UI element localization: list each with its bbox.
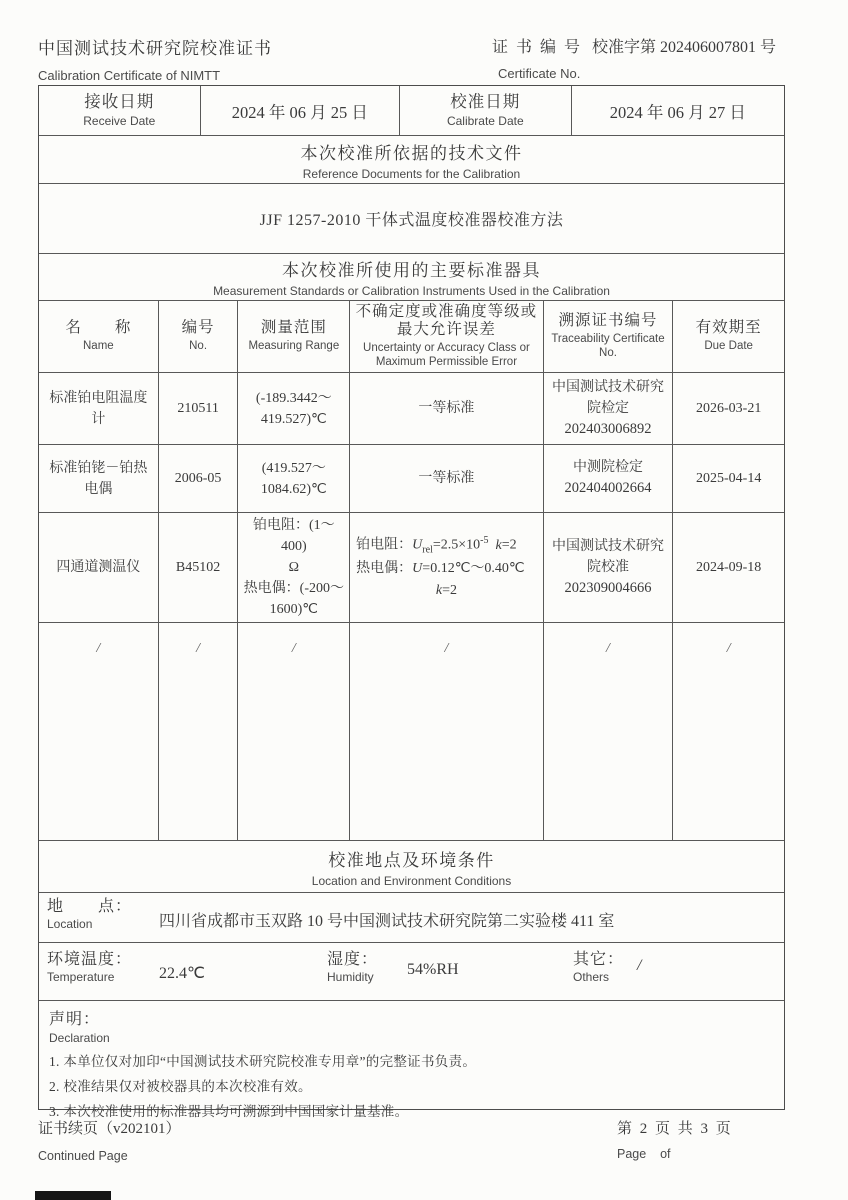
column-header-range	[238, 301, 350, 372]
others-label-en: Others	[573, 970, 610, 985]
standard-traceability	[544, 373, 674, 444]
standard-range	[238, 373, 350, 444]
empty-cell: /	[350, 623, 543, 840]
calibrate-date-label-cell	[400, 86, 572, 135]
range-line: (-189.3442～	[255, 390, 332, 406]
certificate-body	[38, 85, 785, 1119]
humidity-value: 54%RH	[407, 961, 459, 978]
column-due-en: Due Date	[704, 340, 753, 353]
column-traceability-zh: 溯源证书编号	[558, 312, 658, 330]
document-title-block	[38, 34, 272, 83]
location-label	[47, 898, 132, 932]
standard-no: B45102	[159, 513, 239, 622]
uncertainty-symbol: U	[412, 561, 423, 577]
table-row	[39, 445, 784, 513]
range-line: 铂电阻：(1～400)	[252, 518, 335, 554]
standards-header-zh: 本次校准所使用的主要标准器具	[282, 261, 541, 280]
standard-name: 四通道测温仪	[39, 513, 159, 622]
temperature-label	[47, 951, 132, 985]
certificate-number-block	[492, 34, 822, 81]
location-label-en: Location	[47, 917, 93, 932]
standard-traceability	[544, 445, 674, 512]
standard-traceability	[544, 513, 674, 622]
uncertainty-exponent: -5	[480, 535, 489, 547]
traceability-org: 中国测试技术研究院检定	[551, 379, 664, 416]
coverage-factor-symbol: k	[435, 582, 443, 598]
humidity-label-zh: 湿度：	[327, 951, 379, 968]
others-label	[573, 951, 624, 985]
column-uncertainty-zh: 不确定度或准确度等级或最大允许误差	[355, 303, 538, 339]
reference-header-zh: 本次校准所依据的技术文件	[300, 143, 523, 163]
traceability-org: 中国测试技术研究院校准	[551, 538, 664, 575]
column-header-due	[673, 301, 784, 372]
traceability-number: 202404002664	[564, 480, 652, 497]
traceability-org: 中测院检定	[572, 460, 643, 476]
standard-no: 2006-05	[159, 445, 239, 512]
reference-header-en: Reference Documents for the Calibration	[302, 166, 521, 181]
receive-date-value: 2024 年 06 月 25 日	[231, 102, 368, 122]
column-header-name	[39, 301, 159, 372]
column-traceability-en: Traceability Certificate No.	[551, 333, 665, 360]
standard-due-date: 2024-09-18	[695, 560, 762, 575]
receive-date-value-cell	[201, 86, 400, 135]
range-line: (419.527～	[261, 460, 326, 476]
uncertainty-line-2	[356, 558, 524, 580]
uncertainty-subscript: rel	[422, 544, 433, 556]
standards-header-en: Measurement Standards or Calibration Instruments Used in the Calibration	[213, 284, 610, 298]
standard-no: 210511	[159, 373, 239, 444]
temperature-value: 22.4℃	[159, 965, 205, 982]
receive-date-label-en: Receive Date	[83, 113, 156, 128]
document-title-zh: 中国测试技术研究院校准证书	[38, 39, 272, 58]
traceability-number: 202403006892	[564, 420, 652, 437]
uncertainty-prefix: 热电偶：	[356, 561, 413, 577]
humidity-label-en: Humidity	[327, 970, 374, 985]
temperature-label-en: Temperature	[47, 970, 115, 985]
location-row	[39, 893, 784, 943]
certificate-number-label-en: Certificate No.	[498, 66, 581, 81]
column-name-zh: 名 称	[65, 319, 132, 337]
declaration-title-zh: 声明：	[49, 1011, 101, 1028]
dates-row	[39, 86, 784, 136]
others-label-zh: 其它：	[573, 951, 625, 968]
environment-row	[39, 943, 784, 1001]
range-line: 419.527)℃	[260, 411, 327, 427]
column-uncertainty-en: Uncertainty or Accuracy Class or Maximum Permissible Error	[363, 341, 530, 369]
page-number-en: Page of	[617, 1147, 671, 1161]
range-line: 1600)℃	[269, 602, 319, 617]
certificate-number-value: 校准字第 202406007801 号	[592, 39, 777, 56]
location-section-header	[39, 841, 784, 893]
empty-cell: /	[726, 641, 731, 656]
humidity-label	[327, 951, 378, 985]
standard-uncertainty	[350, 513, 543, 622]
coverage-factor-value: =2	[501, 537, 517, 553]
calibrate-date-label-zh: 校准日期	[450, 91, 521, 111]
standards-section-header	[39, 254, 784, 301]
location-value: 四川省成都市玉双路 10 号中国测试技术研究院第二实验楼 411 室	[159, 913, 615, 930]
range-line: 热电偶：(-200～	[243, 581, 344, 596]
footer-left	[38, 1117, 181, 1163]
range-line: Ω	[288, 560, 300, 575]
table-row	[39, 373, 784, 445]
column-no-zh: 编号	[181, 319, 215, 337]
declaration-item-1: 1. 本单位仅对加印“中国测试技术研究院校准专用章”的完整证书负责。	[49, 1054, 477, 1069]
standard-due-date: 2025-04-14	[696, 471, 762, 486]
column-name-en: Name	[83, 340, 114, 353]
table-row	[39, 513, 784, 623]
continued-page-zh: 证书续页（v202101）	[38, 1121, 181, 1137]
table-row-empty	[39, 623, 784, 841]
uncertainty-value: =2.5×10	[432, 537, 481, 553]
uncertainty-line-1	[356, 533, 516, 558]
reference-section-header	[39, 136, 784, 184]
traceability-number: 202309004666	[564, 579, 652, 596]
calibrate-date-label-en: Calibrate Date	[446, 113, 524, 128]
declaration-item-2: 2. 校准结果仅对被校器具的本次校准有效。	[49, 1079, 312, 1094]
standard-range	[238, 513, 350, 622]
reference-document-value: JJF 1257-2010 干体式温度校准器校准方法	[39, 184, 784, 254]
declaration-title-en: Declaration	[49, 1031, 110, 1045]
certificate-number-line	[492, 34, 822, 57]
temperature-label-zh: 环境温度：	[47, 951, 133, 968]
standard-name: 标准铂电阻温度计	[39, 373, 159, 444]
column-header-no	[159, 301, 239, 372]
empty-cell: /	[39, 623, 159, 840]
column-range-en: Measuring Range	[248, 340, 340, 353]
column-range-zh: 测量范围	[260, 319, 327, 337]
coverage-factor-value: =2	[442, 582, 457, 598]
receive-date-label-zh: 接收日期	[84, 91, 155, 111]
standard-range	[238, 445, 350, 512]
location-header-en: Location and Environment Conditions	[311, 873, 512, 888]
empty-cell: /	[238, 623, 350, 840]
calibrate-date-value: 2024 年 06 月 27 日	[609, 102, 746, 122]
column-header-uncertainty	[350, 301, 543, 372]
standards-column-header-row	[39, 301, 784, 373]
uncertainty-line-3	[436, 580, 457, 602]
coverage-factor-symbol: k	[495, 537, 502, 553]
range-line: 1084.62)℃	[260, 481, 327, 497]
certificate-number-label-zh: 证 书 编 号	[492, 39, 583, 56]
uncertainty-symbol: U	[412, 537, 423, 553]
declaration-item-3: 3. 本次校准使用的标准器具均可溯源到中国国家计量基准。	[49, 1104, 409, 1119]
uncertainty-value: =0.12℃～0.40℃	[422, 561, 525, 577]
uncertainty-prefix: 铂电阻：	[356, 537, 413, 553]
standard-uncertainty: 一等标准	[350, 445, 543, 512]
standard-name: 标准铂铑－铂热电偶	[39, 445, 159, 512]
standard-uncertainty: 一等标准	[350, 373, 543, 444]
receive-date-label-cell	[39, 86, 201, 135]
empty-cell: /	[544, 623, 674, 840]
others-value: /	[637, 957, 642, 974]
location-label-zh: 地 点：	[47, 898, 133, 915]
column-due-zh: 有效期至	[695, 319, 762, 337]
declaration-section	[39, 1001, 784, 1119]
page-number-zh: 第 2 页 共 3 页	[617, 1121, 733, 1137]
scan-artifact-mark	[35, 1191, 111, 1200]
document-title-en: Calibration Certificate of NIMTT	[38, 68, 221, 83]
empty-cell: /	[159, 623, 239, 840]
location-header-zh: 校准地点及环境条件	[328, 850, 495, 870]
continued-page-en: Continued Page	[38, 1149, 128, 1163]
calibrate-date-value-cell	[572, 86, 784, 135]
column-no-en: No.	[189, 340, 208, 353]
standard-due-date: 2026-03-21	[696, 401, 762, 416]
column-header-traceability	[544, 301, 674, 372]
footer-right	[617, 1117, 733, 1161]
